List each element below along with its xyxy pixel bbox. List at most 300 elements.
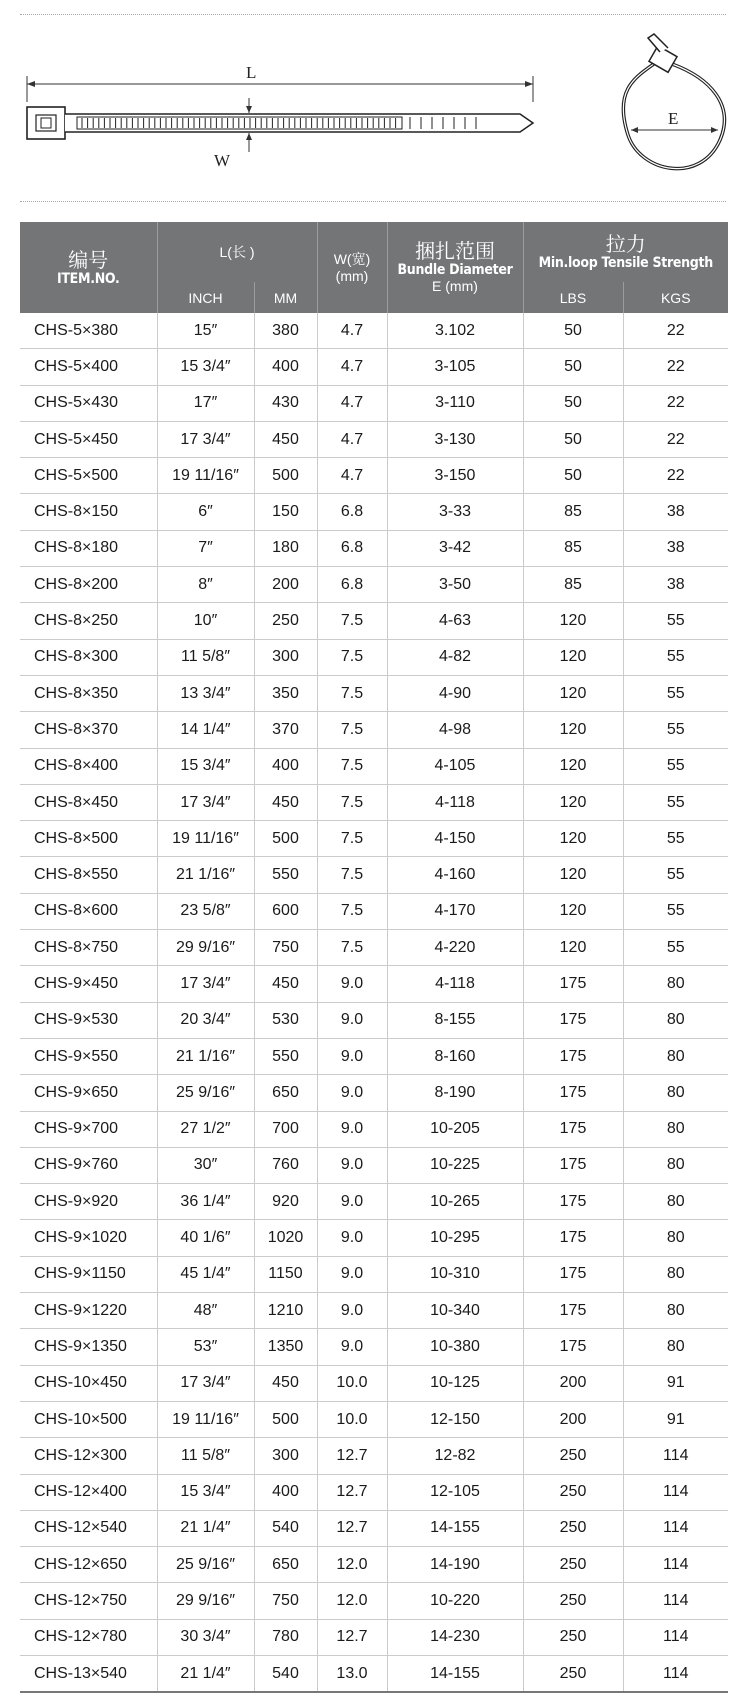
cell-item: CHS-8×370 (20, 712, 157, 748)
cell-w: 7.5 (317, 821, 387, 857)
table-row (20, 1329, 728, 1365)
cell-kgs: 38 (623, 567, 728, 603)
cell-inch: 30″ (157, 1147, 254, 1183)
cell-item: CHS-10×450 (20, 1365, 157, 1401)
cell-lbs: 50 (523, 458, 623, 494)
cell-inch: 13 3/4″ (157, 675, 254, 711)
cell-kgs: 55 (623, 784, 728, 820)
table-row (20, 821, 728, 857)
cell-item: CHS-9×1220 (20, 1293, 157, 1329)
cell-lbs: 250 (523, 1619, 623, 1655)
cell-w: 12.7 (317, 1438, 387, 1474)
table-row (20, 930, 728, 966)
cell-e: 8-160 (387, 1038, 523, 1074)
cell-e: 3-33 (387, 494, 523, 530)
table-row (20, 1655, 728, 1692)
cell-w: 7.5 (317, 893, 387, 929)
cell-e: 4-220 (387, 930, 523, 966)
cell-item: CHS-9×920 (20, 1184, 157, 1220)
cell-mm: 600 (254, 893, 317, 929)
cell-e: 3-150 (387, 458, 523, 494)
cell-item: CHS-8×300 (20, 639, 157, 675)
table-row (20, 712, 728, 748)
cell-kgs: 80 (623, 1111, 728, 1147)
cell-item: CHS-9×450 (20, 966, 157, 1002)
cell-kgs: 114 (623, 1619, 728, 1655)
cell-item: CHS-5×450 (20, 421, 157, 457)
cell-e: 10-310 (387, 1256, 523, 1292)
cell-e: 3-105 (387, 349, 523, 385)
cell-lbs: 175 (523, 1256, 623, 1292)
cell-kgs: 80 (623, 1184, 728, 1220)
cell-e: 10-125 (387, 1365, 523, 1401)
cell-kgs: 80 (623, 1075, 728, 1111)
cell-e: 3-50 (387, 567, 523, 603)
cell-item: CHS-8×600 (20, 893, 157, 929)
cell-item: CHS-8×180 (20, 530, 157, 566)
cell-lbs: 175 (523, 966, 623, 1002)
cell-item: CHS-12×400 (20, 1474, 157, 1510)
cell-e: 14-155 (387, 1510, 523, 1546)
cell-item: CHS-9×760 (20, 1147, 157, 1183)
cell-item: CHS-9×550 (20, 1038, 157, 1074)
cell-lbs: 250 (523, 1510, 623, 1546)
cell-inch: 19 11/16″ (157, 458, 254, 494)
table-row (20, 1474, 728, 1510)
cell-inch: 30 3/4″ (157, 1619, 254, 1655)
cell-mm: 550 (254, 1038, 317, 1074)
cell-lbs: 85 (523, 494, 623, 530)
cell-e: 4-98 (387, 712, 523, 748)
table-row (20, 349, 728, 385)
cell-lbs: 175 (523, 1002, 623, 1038)
cell-kgs: 114 (623, 1655, 728, 1692)
cell-e: 10-220 (387, 1583, 523, 1619)
middle-divider (20, 201, 726, 202)
cell-w: 7.5 (317, 603, 387, 639)
cell-mm: 200 (254, 567, 317, 603)
diameter-label: E (668, 109, 679, 128)
cell-e: 12-105 (387, 1474, 523, 1510)
cell-kgs: 55 (623, 821, 728, 857)
cell-w: 7.5 (317, 748, 387, 784)
cell-lbs: 175 (523, 1329, 623, 1365)
cell-w: 9.0 (317, 1329, 387, 1365)
cell-e: 4-105 (387, 748, 523, 784)
cell-inch: 48″ (157, 1293, 254, 1329)
table-row (20, 530, 728, 566)
cell-lbs: 50 (523, 385, 623, 421)
cell-inch: 15 3/4″ (157, 748, 254, 784)
cell-item: CHS-9×530 (20, 1002, 157, 1038)
cell-mm: 500 (254, 1401, 317, 1437)
cell-kgs: 55 (623, 639, 728, 675)
cable-tie-loop (623, 34, 724, 169)
cell-kgs: 80 (623, 1147, 728, 1183)
cell-e: 12-150 (387, 1401, 523, 1437)
cell-inch: 23 5/8″ (157, 893, 254, 929)
table-row (20, 1075, 728, 1111)
cell-w: 12.0 (317, 1547, 387, 1583)
cell-kgs: 38 (623, 530, 728, 566)
cell-inch: 45 1/4″ (157, 1256, 254, 1292)
cell-item: CHS-8×350 (20, 675, 157, 711)
cell-kgs: 114 (623, 1583, 728, 1619)
cell-mm: 250 (254, 603, 317, 639)
cell-w: 12.7 (317, 1474, 387, 1510)
table-row (20, 1002, 728, 1038)
cell-w: 12.0 (317, 1583, 387, 1619)
table-row (20, 1038, 728, 1074)
cell-kgs: 80 (623, 1002, 728, 1038)
table-row (20, 1147, 728, 1183)
table-row (20, 494, 728, 530)
cell-lbs: 120 (523, 821, 623, 857)
table-row (20, 966, 728, 1002)
cell-w: 9.0 (317, 1147, 387, 1183)
cell-inch: 17 3/4″ (157, 966, 254, 1002)
cell-kgs: 22 (623, 421, 728, 457)
table-row (20, 421, 728, 457)
cell-inch: 17 3/4″ (157, 784, 254, 820)
header-tensile-strength: 拉力 Min.loop Tensile Strength (523, 222, 728, 282)
cell-inch: 21 1/16″ (157, 1038, 254, 1074)
cell-kgs: 55 (623, 857, 728, 893)
cell-w: 6.8 (317, 530, 387, 566)
cell-w: 7.5 (317, 675, 387, 711)
cell-lbs: 175 (523, 1075, 623, 1111)
cell-item: CHS-12×540 (20, 1510, 157, 1546)
cell-lbs: 175 (523, 1038, 623, 1074)
cell-item: CHS-12×650 (20, 1547, 157, 1583)
cell-item: CHS-8×200 (20, 567, 157, 603)
cell-w: 13.0 (317, 1655, 387, 1692)
header-lbs: LBS (523, 282, 623, 313)
cell-kgs: 80 (623, 1038, 728, 1074)
cell-mm: 300 (254, 1438, 317, 1474)
width-dimension (214, 98, 252, 170)
cable-tie-strap (27, 107, 533, 139)
cell-mm: 780 (254, 1619, 317, 1655)
cell-item: CHS-9×1020 (20, 1220, 157, 1256)
cell-inch: 25 9/16″ (157, 1075, 254, 1111)
cell-w: 4.7 (317, 458, 387, 494)
cell-inch: 11 5/8″ (157, 1438, 254, 1474)
header-bundle-diameter: 捆扎范围 Bundle Diameter E (mm) (387, 222, 523, 313)
table-row (20, 603, 728, 639)
cell-w: 4.7 (317, 421, 387, 457)
cell-inch: 21 1/4″ (157, 1655, 254, 1692)
cell-item: CHS-8×400 (20, 748, 157, 784)
cell-inch: 19 11/16″ (157, 821, 254, 857)
cell-e: 14-190 (387, 1547, 523, 1583)
cell-inch: 15 3/4″ (157, 1474, 254, 1510)
cell-lbs: 120 (523, 639, 623, 675)
cell-e: 8-155 (387, 1002, 523, 1038)
cell-lbs: 250 (523, 1655, 623, 1692)
cell-lbs: 200 (523, 1365, 623, 1401)
cell-w: 9.0 (317, 1038, 387, 1074)
cell-kgs: 80 (623, 1220, 728, 1256)
cell-inch: 6″ (157, 494, 254, 530)
cell-e: 4-90 (387, 675, 523, 711)
cell-mm: 450 (254, 1365, 317, 1401)
cell-w: 9.0 (317, 966, 387, 1002)
cell-w: 9.0 (317, 1220, 387, 1256)
cell-w: 10.0 (317, 1401, 387, 1437)
cell-mm: 540 (254, 1655, 317, 1692)
cell-lbs: 175 (523, 1220, 623, 1256)
cell-mm: 450 (254, 784, 317, 820)
cell-mm: 400 (254, 349, 317, 385)
table-row (20, 1111, 728, 1147)
cell-inch: 27 1/2″ (157, 1111, 254, 1147)
cell-inch: 53″ (157, 1329, 254, 1365)
cell-w: 9.0 (317, 1184, 387, 1220)
cable-tie-diagram (0, 0, 750, 205)
cell-kgs: 38 (623, 494, 728, 530)
cell-e: 12-82 (387, 1438, 523, 1474)
cell-mm: 750 (254, 930, 317, 966)
table-row (20, 1438, 728, 1474)
cell-inch: 20 3/4″ (157, 1002, 254, 1038)
cell-inch: 17 3/4″ (157, 421, 254, 457)
cell-item: CHS-5×380 (20, 313, 157, 349)
cell-kgs: 80 (623, 1329, 728, 1365)
cell-mm: 300 (254, 639, 317, 675)
cell-mm: 750 (254, 1583, 317, 1619)
table-row (20, 893, 728, 929)
cell-w: 4.7 (317, 349, 387, 385)
cell-item: CHS-8×250 (20, 603, 157, 639)
cell-kgs: 91 (623, 1401, 728, 1437)
cell-w: 7.5 (317, 930, 387, 966)
cell-mm: 540 (254, 1510, 317, 1546)
cell-lbs: 120 (523, 603, 623, 639)
cell-kgs: 91 (623, 1365, 728, 1401)
cell-e: 3-110 (387, 385, 523, 421)
cell-inch: 15 3/4″ (157, 349, 254, 385)
cell-item: CHS-9×650 (20, 1075, 157, 1111)
cell-w: 7.5 (317, 857, 387, 893)
cell-lbs: 85 (523, 530, 623, 566)
cell-e: 10-380 (387, 1329, 523, 1365)
cell-kgs: 80 (623, 1256, 728, 1292)
table-row (20, 1619, 728, 1655)
cell-item: CHS-9×1350 (20, 1329, 157, 1365)
cell-item: CHS-5×400 (20, 349, 157, 385)
cell-e: 4-118 (387, 784, 523, 820)
cell-kgs: 80 (623, 1293, 728, 1329)
cell-mm: 450 (254, 966, 317, 1002)
length-dimension (27, 63, 533, 102)
cell-e: 10-295 (387, 1220, 523, 1256)
cell-w: 9.0 (317, 1075, 387, 1111)
cell-kgs: 55 (623, 675, 728, 711)
cell-e: 10-265 (387, 1184, 523, 1220)
cell-lbs: 250 (523, 1438, 623, 1474)
cell-mm: 370 (254, 712, 317, 748)
cell-lbs: 250 (523, 1547, 623, 1583)
cell-e: 10-205 (387, 1111, 523, 1147)
table-row (20, 458, 728, 494)
width-label: W (214, 151, 231, 170)
cell-w: 12.7 (317, 1510, 387, 1546)
cell-mm: 550 (254, 857, 317, 893)
cell-w: 9.0 (317, 1256, 387, 1292)
length-label: L (246, 63, 257, 82)
cell-e: 3.102 (387, 313, 523, 349)
cell-kgs: 22 (623, 349, 728, 385)
cell-inch: 10″ (157, 603, 254, 639)
cell-kgs: 114 (623, 1510, 728, 1546)
cell-inch: 7″ (157, 530, 254, 566)
cell-item: CHS-8×150 (20, 494, 157, 530)
cell-mm: 1020 (254, 1220, 317, 1256)
cell-e: 4-63 (387, 603, 523, 639)
table-row (20, 1256, 728, 1292)
cell-mm: 760 (254, 1147, 317, 1183)
cell-item: CHS-8×500 (20, 821, 157, 857)
table-row (20, 639, 728, 675)
cell-lbs: 120 (523, 784, 623, 820)
cell-mm: 180 (254, 530, 317, 566)
cell-lbs: 200 (523, 1401, 623, 1437)
cell-e: 8-190 (387, 1075, 523, 1111)
table-row (20, 1220, 728, 1256)
cell-kgs: 114 (623, 1547, 728, 1583)
cell-w: 6.8 (317, 567, 387, 603)
header-item-no: 编号 ITEM.NO. (20, 222, 157, 313)
table-row (20, 1293, 728, 1329)
cell-inch: 25 9/16″ (157, 1547, 254, 1583)
cell-inch: 15″ (157, 313, 254, 349)
cell-e: 4-118 (387, 966, 523, 1002)
table-row (20, 1401, 728, 1437)
cell-e: 4-170 (387, 893, 523, 929)
cell-w: 4.7 (317, 385, 387, 421)
table-row (20, 748, 728, 784)
cell-lbs: 85 (523, 567, 623, 603)
header-width: W(宽) (mm) (317, 222, 387, 313)
cell-mm: 920 (254, 1184, 317, 1220)
cell-lbs: 175 (523, 1184, 623, 1220)
table-row (20, 784, 728, 820)
cell-item: CHS-8×750 (20, 930, 157, 966)
table-row (20, 385, 728, 421)
cell-w: 6.8 (317, 494, 387, 530)
cell-mm: 530 (254, 1002, 317, 1038)
table-row (20, 857, 728, 893)
table-row (20, 1510, 728, 1546)
cell-kgs: 22 (623, 458, 728, 494)
cell-lbs: 50 (523, 349, 623, 385)
cell-kgs: 22 (623, 385, 728, 421)
cell-mm: 1210 (254, 1293, 317, 1329)
cell-item: CHS-8×450 (20, 784, 157, 820)
header-length: L(长 ) (157, 222, 317, 282)
cell-inch: 21 1/16″ (157, 857, 254, 893)
cell-lbs: 50 (523, 313, 623, 349)
cell-mm: 1150 (254, 1256, 317, 1292)
header-mm: MM (254, 282, 317, 313)
table-row (20, 567, 728, 603)
cell-lbs: 175 (523, 1147, 623, 1183)
cell-mm: 500 (254, 821, 317, 857)
table-row (20, 1583, 728, 1619)
cell-item: CHS-5×500 (20, 458, 157, 494)
cell-inch: 8″ (157, 567, 254, 603)
cell-mm: 450 (254, 421, 317, 457)
cell-inch: 11 5/8″ (157, 639, 254, 675)
cell-mm: 700 (254, 1111, 317, 1147)
cell-inch: 40 1/6″ (157, 1220, 254, 1256)
cell-inch: 14 1/4″ (157, 712, 254, 748)
cell-inch: 36 1/4″ (157, 1184, 254, 1220)
cell-kgs: 55 (623, 748, 728, 784)
cell-mm: 380 (254, 313, 317, 349)
cell-lbs: 250 (523, 1474, 623, 1510)
table-body (20, 313, 728, 1692)
cell-e: 3-130 (387, 421, 523, 457)
cell-lbs: 120 (523, 857, 623, 893)
cell-lbs: 175 (523, 1111, 623, 1147)
cable-tie-spec-table (20, 222, 728, 1693)
cell-e: 3-42 (387, 530, 523, 566)
cell-w: 9.0 (317, 1002, 387, 1038)
table-header (20, 222, 728, 313)
cell-w: 12.7 (317, 1619, 387, 1655)
cell-kgs: 114 (623, 1474, 728, 1510)
cell-w: 10.0 (317, 1365, 387, 1401)
cell-mm: 650 (254, 1547, 317, 1583)
cell-inch: 29 9/16″ (157, 1583, 254, 1619)
table-row (20, 1547, 728, 1583)
cell-e: 4-150 (387, 821, 523, 857)
cell-lbs: 120 (523, 748, 623, 784)
cell-lbs: 250 (523, 1583, 623, 1619)
cell-w: 7.5 (317, 712, 387, 748)
cell-w: 4.7 (317, 313, 387, 349)
cell-inch: 19 11/16″ (157, 1401, 254, 1437)
cell-e: 14-230 (387, 1619, 523, 1655)
table-row (20, 675, 728, 711)
cell-lbs: 50 (523, 421, 623, 457)
cell-w: 7.5 (317, 784, 387, 820)
cell-mm: 500 (254, 458, 317, 494)
cell-kgs: 80 (623, 966, 728, 1002)
cell-inch: 29 9/16″ (157, 930, 254, 966)
cell-mm: 150 (254, 494, 317, 530)
cell-w: 9.0 (317, 1293, 387, 1329)
table-row (20, 1184, 728, 1220)
cell-e: 4-82 (387, 639, 523, 675)
cell-kgs: 22 (623, 313, 728, 349)
cell-lbs: 120 (523, 893, 623, 929)
cell-item: CHS-12×780 (20, 1619, 157, 1655)
cell-mm: 350 (254, 675, 317, 711)
header-kgs: KGS (623, 282, 728, 313)
cell-e: 10-225 (387, 1147, 523, 1183)
cell-w: 7.5 (317, 639, 387, 675)
cell-e: 4-160 (387, 857, 523, 893)
cell-lbs: 175 (523, 1293, 623, 1329)
cell-item: CHS-9×700 (20, 1111, 157, 1147)
table-row (20, 1365, 728, 1401)
cell-lbs: 120 (523, 675, 623, 711)
cell-kgs: 114 (623, 1438, 728, 1474)
cell-kgs: 55 (623, 930, 728, 966)
